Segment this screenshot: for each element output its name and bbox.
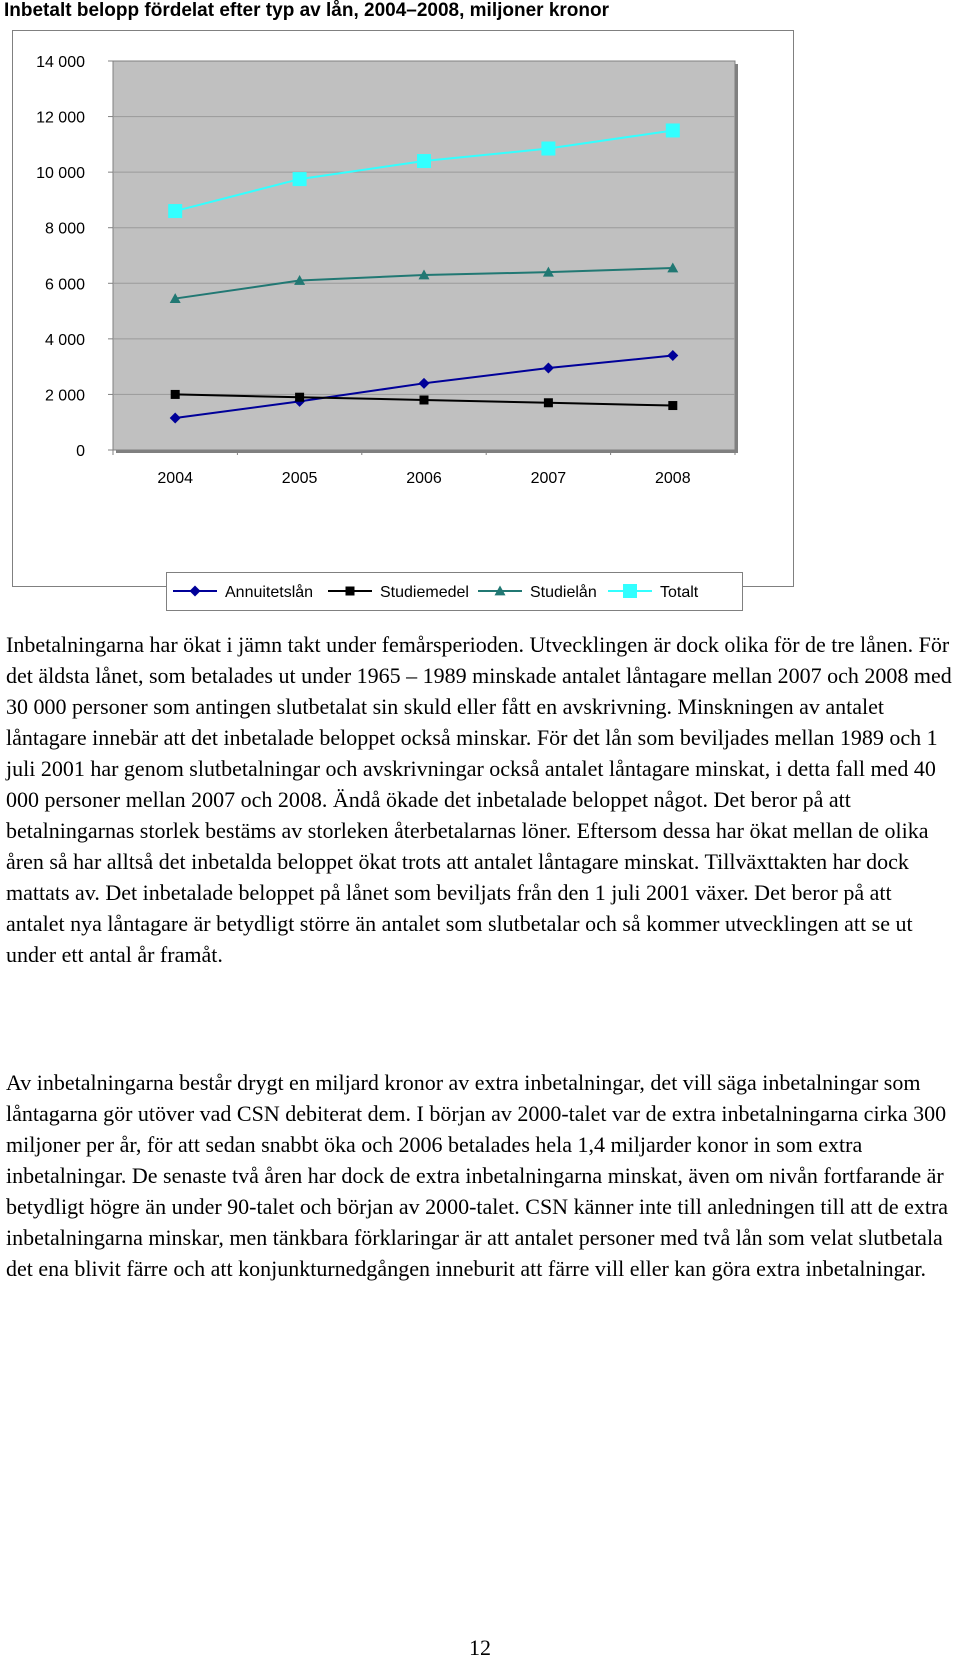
legend-item-studiel-n [478, 583, 597, 601]
legend-item-totalt [608, 584, 699, 601]
legend-marker [623, 584, 637, 598]
x-tick-label: 2008 [655, 470, 691, 487]
y-tick-label: 2 000 [44, 387, 85, 405]
data-point [541, 142, 555, 156]
data-point [293, 172, 307, 186]
legend-label: Studielån [530, 584, 597, 601]
y-tick-label: 14 000 [36, 54, 85, 71]
chart-legend [166, 572, 743, 611]
data-point [666, 123, 680, 137]
x-tick-label: 2005 [281, 470, 318, 487]
body-paragraph-1: Inbetalningarna har ökat i jämn takt under femårsperioden. Utvecklingen är dock olika för de tre lånen. För det äldsta lånet, som betalades ut under 1965 – 1989 minskade antalet låntagare mellan 2007 och 2008 med 30 000 personer som antingen slutbetalat sin skuld eller fått en avskrivning. Minskningen av antalet låntagare innebär att det inbetalade beloppet också minskar. För det lån som beviljades mellan 1989 och 1 juli 2001 har genom slutbetalningar och avskrivningar också antalet låntagare minskat, i detta fall med 40 000 personer mellan 2007 och 2008. Ändå ökade det inbetalade beloppet något. Det beror på att betalningarnas storlek bestäms av storleken återbetalarnas löner. Eftersom dessa har ökat mellan de olika åren så har alltså det inbetalda beloppet ökat trots att antalet låntagare minskat. Tillväxttakten har dock mattats av. Det inbetalade beloppet på lånet som beviljats från den 1 juli 2001 växer. Det beror på att antalet nya låntagare är betydligt större än antalet som slutbetalar och så kommer utvecklingen att se ut under ett antal år framåt. [6, 632, 952, 967]
y-tick-label: 8 000 [44, 220, 85, 238]
y-tick-label: 0 [76, 443, 85, 460]
legend-marker [190, 586, 201, 597]
line-chart [13, 31, 793, 586]
y-tick-label: 6 000 [44, 276, 85, 294]
legend-marker [346, 587, 355, 596]
legend-item-annuitetsl-n [173, 583, 313, 601]
plot-area [113, 61, 735, 450]
data-point [295, 393, 304, 402]
x-tick-label: 2006 [406, 470, 442, 487]
x-tick-label: 2007 [530, 470, 567, 487]
legend-label: Annuitetslån [225, 584, 314, 601]
page-number: 12 [469, 1635, 491, 1660]
data-point [668, 401, 677, 410]
legend-label: Studiemedel [380, 584, 469, 601]
data-point [417, 154, 431, 168]
data-point [544, 398, 553, 407]
data-point [168, 204, 182, 218]
chart-title: Inbetalt belopp fördelat efter typ av lån, 2004–2008, miljoner kronor [4, 0, 610, 21]
data-point [171, 390, 180, 399]
body-paragraph-2: Av inbetalningarna består drygt en miljard kronor av extra inbetalningar, det vill säga inbetalningar som låntagarna gör utöver vad CSN debiterat dem. I början av 2000-talet var de extra inbetalningarna cirka 300 miljoner per år, för att sedan snabbt öka och 2006 betalades hela 1,4 miljarder konor in som extra inbetalningar. De senaste två åren har dock de extra inbetalningarna minskat, även om nivån fortfarande är betydligt högre än under 90-talet och början av 2000-talet. CSN känner inte till anledningen till att de extra inbetalningarna minskar, men tänkbara förklaringar är att antalet personer med två lån som velat slutbetala det ena blivit färre och att konjunkturnedgången inneburit att färre vill eller kan göra extra inbetalningar. [6, 1070, 949, 1281]
legend-label: Totalt [660, 584, 699, 601]
y-tick-label: 10 000 [36, 165, 85, 183]
data-point [420, 395, 429, 404]
chart-frame [12, 30, 794, 601]
y-tick-label: 12 000 [36, 109, 85, 127]
x-tick-label: 2004 [157, 470, 193, 487]
y-tick-label: 4 000 [44, 331, 85, 349]
legend-item-studiemedel [328, 584, 469, 601]
